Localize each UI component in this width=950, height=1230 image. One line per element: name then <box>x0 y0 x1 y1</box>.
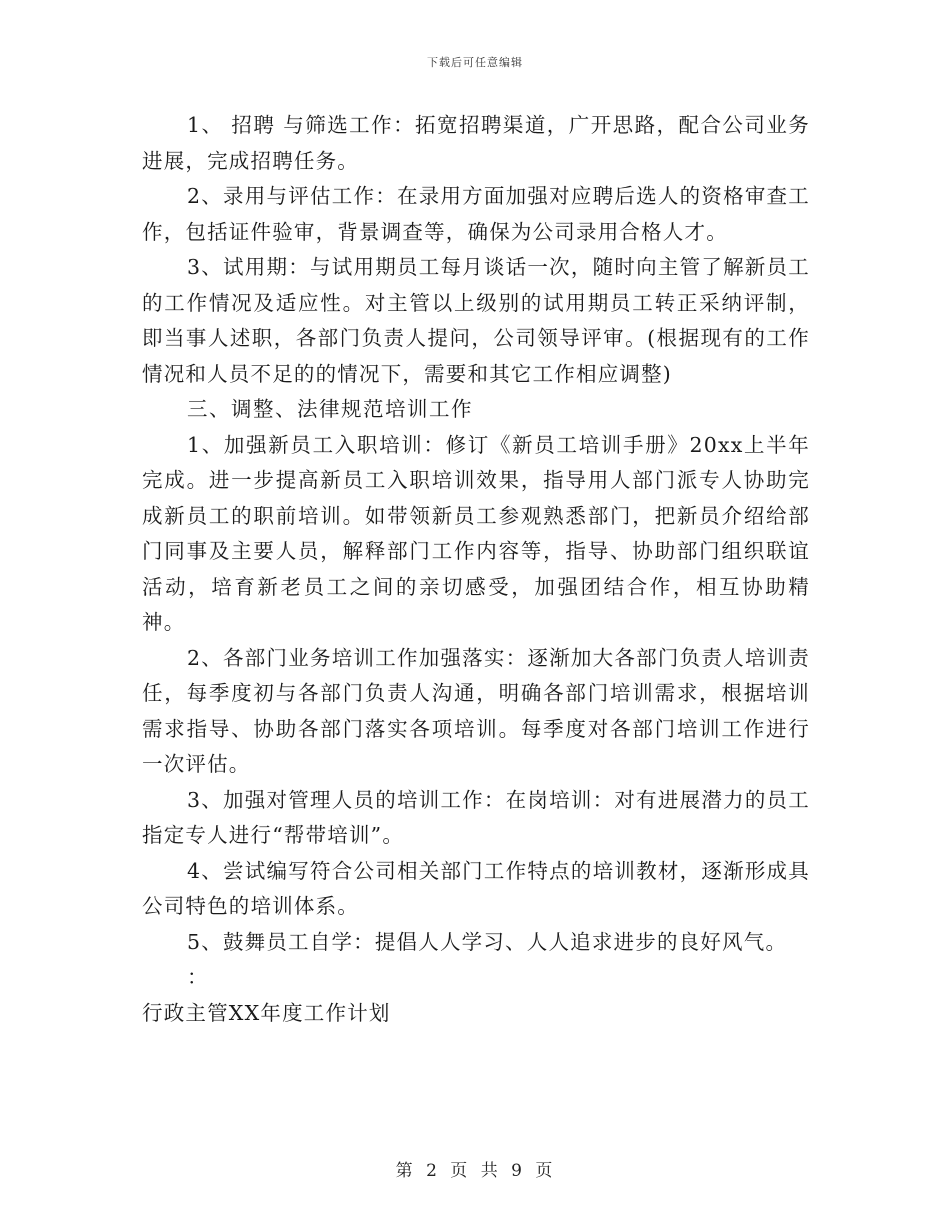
colon-line: ： <box>187 965 209 989</box>
section-heading-training: 三、调整、法律规范培训工作 <box>187 397 473 421</box>
document-body <box>142 108 810 1031</box>
page-header: 下载后可任意编辑 <box>427 56 523 69</box>
paragraph-management-training: 3、加强对管理人员的培训工作：在岗培训：对有进展潜力的员工指定专人进行“帮带培训”。 <box>142 787 810 847</box>
page-footer: 第 2 页 共 9 页 <box>395 1161 555 1181</box>
paragraph-new-employee-training: 1、加强新员工入职培训：修订《新员工培训手册》20xx上半年完成。进一步提高新员工入职培训效果，指导用人部门派专人协助完成新员工的职前培训。如带领新员工参观熟悉部门，把新员介绍给部门同事及主要人员，解释部门工作内容等，指导、协助部门组织联谊活动，培育新老员工之间的亲切感受，加强团结合作，相互协助精神。 <box>142 432 810 634</box>
paragraph-probation: 3、试用期：与试用期员工每月谈话一次，随时向主管了解新员工的工作情况及适应性。对主管以上级别的试用期员工转正采纳评制，即当事人述职，各部门负责人提问，公司领导评审。(根据现有的工作情况和人员不足的的情况下，需要和其它工作相应调整) <box>142 255 810 386</box>
paragraph-training-materials: 4、尝试编写符合公司相关部门工作特点的培训教材，逐渐形成具公司特色的培训体系。 <box>142 858 810 918</box>
paragraph-hiring-evaluation: 2、录用与评估工作：在录用方面加强对应聘后选人的资格审查工作，包括证件验审，背景调查等，确保为公司录用合格人才。 <box>142 184 810 244</box>
paragraph-recruitment: 1、 招聘 与筛选工作：拓宽招聘渠道，广开思路，配合公司业务进展，完成招聘任务。 <box>142 113 810 173</box>
document-title-line: 行政主管XX年度工作计划 <box>142 1000 391 1025</box>
paragraph-self-study: 5、鼓舞员工自学：提倡人人学习、人人追求进步的良好风气。 <box>187 929 788 954</box>
paragraph-department-training: 2、各部门业务培训工作加强落实：逐渐加大各部门负责人培训责任，每季度初与各部门负责人沟通，明确各部门培训需求，根据培训需求指导、协助各部门落实各项培训。每季度对各部门培训工作进行一次评估。 <box>142 645 810 776</box>
